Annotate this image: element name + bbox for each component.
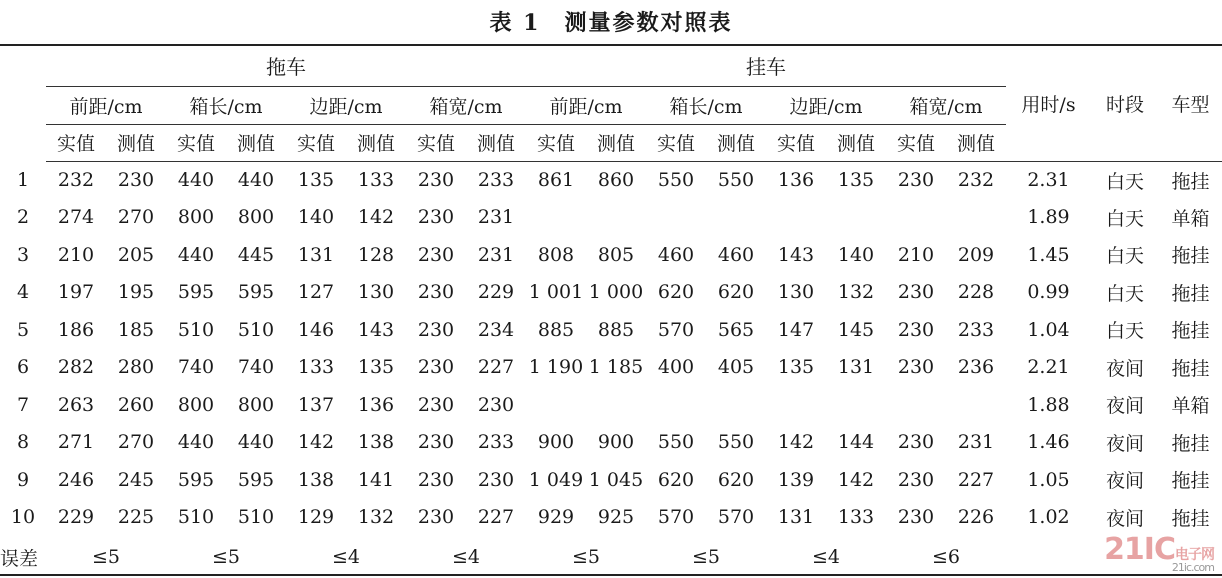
sub-header-measured: 测值 bbox=[226, 124, 286, 161]
trailer-cell bbox=[766, 199, 826, 237]
error-row bbox=[0, 536, 1222, 578]
trailer-cell: 130 bbox=[777, 281, 815, 304]
trailer-cell: 233 bbox=[957, 318, 995, 341]
error-value: ≤4 bbox=[811, 546, 840, 568]
trailer-cell: 1 000 bbox=[588, 281, 644, 304]
bottom-rule bbox=[0, 574, 1222, 576]
tractor-cell: 230 bbox=[417, 169, 455, 191]
trailer-cell: 885 bbox=[597, 318, 635, 341]
sub-header-actual: 实值 bbox=[646, 124, 706, 161]
tractor-cell: 271 bbox=[57, 431, 95, 454]
measurement-table bbox=[0, 46, 1222, 578]
trailer-cell: 808 bbox=[537, 243, 575, 266]
sub-header-actual: 实值 bbox=[46, 124, 106, 161]
trailer-cell: 550 bbox=[657, 169, 695, 191]
param-header-t-1: 箱长/cm bbox=[166, 86, 286, 124]
sub-header-actual: 实值 bbox=[286, 124, 346, 161]
table-row bbox=[0, 349, 1222, 387]
tractor-cell: 128 bbox=[357, 243, 395, 266]
tractor-cell: 230 bbox=[417, 206, 455, 229]
table-row bbox=[0, 311, 1222, 349]
trailer-cell: 226 bbox=[957, 506, 995, 529]
tractor-cell: 230 bbox=[417, 468, 455, 491]
tractor-cell: 234 bbox=[477, 318, 515, 341]
tractor-cell: 231 bbox=[477, 243, 515, 266]
tractor-cell: 146 bbox=[297, 318, 335, 341]
trailer-cell: 147 bbox=[777, 318, 815, 341]
trailer-cell bbox=[946, 199, 1006, 237]
tractor-cell: 510 bbox=[237, 506, 275, 529]
time-cell: 0.99 bbox=[1027, 281, 1070, 304]
param-header-r-1: 箱长/cm bbox=[646, 86, 766, 124]
trailer-cell bbox=[646, 199, 706, 237]
period-cell: 夜间 bbox=[1105, 432, 1144, 455]
type-cell: 拖挂 bbox=[1171, 320, 1210, 343]
trailer-cell: 230 bbox=[897, 506, 935, 529]
trailer-cell: 925 bbox=[597, 506, 635, 529]
trailer-cell: 230 bbox=[897, 281, 935, 304]
tractor-cell: 800 bbox=[177, 393, 215, 416]
period-cell: 白天 bbox=[1105, 207, 1144, 230]
trailer-cell: 142 bbox=[837, 468, 875, 491]
trailer-cell: 460 bbox=[657, 243, 695, 266]
trailer-cell: 620 bbox=[717, 281, 755, 304]
type-cell: 拖挂 bbox=[1171, 245, 1210, 268]
tractor-cell: 225 bbox=[117, 506, 155, 529]
error-value: ≤5 bbox=[91, 546, 120, 568]
sub-header-measured: 测值 bbox=[346, 124, 406, 161]
table-row bbox=[0, 386, 1222, 424]
sub-header-measured: 测值 bbox=[466, 124, 526, 161]
trailer-cell: 230 bbox=[897, 431, 935, 454]
type-cell: 拖挂 bbox=[1171, 170, 1210, 193]
trailer-cell: 136 bbox=[777, 169, 815, 191]
type-cell: 拖挂 bbox=[1171, 470, 1210, 493]
row-index: 4 bbox=[16, 281, 30, 304]
error-value: ≤5 bbox=[571, 546, 600, 568]
trailer-cell bbox=[886, 199, 946, 237]
trailer-cell: 230 bbox=[897, 468, 935, 491]
tractor-cell: 133 bbox=[357, 169, 395, 191]
trailer-cell bbox=[706, 386, 766, 424]
trailer-cell bbox=[586, 386, 646, 424]
row-index: 5 bbox=[16, 318, 30, 341]
trailer-cell: 231 bbox=[957, 431, 995, 454]
trailer-cell: 144 bbox=[837, 431, 875, 454]
trailer-cell: 900 bbox=[537, 431, 575, 454]
period-cell: 夜间 bbox=[1105, 395, 1144, 418]
tractor-cell: 230 bbox=[417, 243, 455, 266]
trailer-cell bbox=[526, 199, 586, 237]
sub-header-measured: 测值 bbox=[586, 124, 646, 161]
time-cell: 1.89 bbox=[1027, 206, 1070, 229]
trailer-cell: 131 bbox=[777, 506, 815, 529]
trailer-cell: 570 bbox=[717, 506, 755, 529]
trailer-cell: 132 bbox=[837, 281, 875, 304]
tractor-cell: 230 bbox=[117, 169, 155, 191]
trailer-cell: 620 bbox=[717, 468, 755, 491]
table-row bbox=[0, 161, 1222, 199]
row-index: 6 bbox=[16, 356, 30, 379]
tractor-cell: 270 bbox=[117, 431, 155, 454]
tractor-cell: 282 bbox=[57, 356, 95, 379]
tractor-cell: 232 bbox=[57, 169, 95, 191]
tractor-cell: 800 bbox=[237, 393, 275, 416]
param-header-t-3: 箱宽/cm bbox=[406, 86, 526, 124]
param-header-t-0: 前距/cm bbox=[46, 86, 166, 124]
time-cell: 1.05 bbox=[1027, 468, 1070, 491]
trailer-cell: 550 bbox=[657, 431, 695, 454]
tractor-cell: 229 bbox=[477, 281, 515, 304]
tractor-cell: 440 bbox=[177, 243, 215, 266]
table-row bbox=[0, 499, 1222, 537]
tractor-cell: 138 bbox=[297, 468, 335, 491]
tractor-cell: 595 bbox=[177, 468, 215, 491]
tractor-cell: 137 bbox=[297, 393, 335, 416]
sub-header-actual: 实值 bbox=[766, 124, 826, 161]
tractor-cell: 136 bbox=[357, 393, 395, 416]
sub-header-measured: 测值 bbox=[706, 124, 766, 161]
trailer-cell: 133 bbox=[837, 506, 875, 529]
tractor-cell: 130 bbox=[357, 281, 395, 304]
tractor-cell: 245 bbox=[117, 468, 155, 491]
sub-header-measured: 测值 bbox=[946, 124, 1006, 161]
trailer-cell: 400 bbox=[657, 356, 695, 379]
group-header-row bbox=[0, 46, 1222, 86]
trailer-cell: 550 bbox=[717, 169, 755, 191]
sub-header-measured: 测值 bbox=[106, 124, 166, 161]
trailer-cell bbox=[766, 386, 826, 424]
sub-header-actual: 实值 bbox=[406, 124, 466, 161]
row-index: 2 bbox=[16, 206, 30, 229]
tractor-cell: 186 bbox=[57, 318, 95, 341]
trailer-cell: 860 bbox=[597, 169, 635, 191]
param-header-r-0: 前距/cm bbox=[526, 86, 646, 124]
tractor-cell: 233 bbox=[477, 169, 515, 191]
type-cell: 单箱 bbox=[1171, 395, 1210, 418]
period-cell: 白天 bbox=[1105, 245, 1144, 268]
trailer-cell: 1 185 bbox=[588, 356, 644, 379]
trailer-cell bbox=[886, 386, 946, 424]
tractor-cell: 135 bbox=[357, 356, 395, 379]
tractor-cell: 142 bbox=[297, 431, 335, 454]
tractor-cell: 230 bbox=[477, 468, 515, 491]
watermark-logo: 21IC电子网 21ic.com bbox=[1104, 532, 1214, 574]
tractor-cell: 740 bbox=[177, 356, 215, 379]
trailer-cell: 1 049 bbox=[528, 468, 584, 491]
error-value: ≤6 bbox=[931, 546, 960, 568]
trailer-cell: 929 bbox=[537, 506, 575, 529]
trailer-cell: 1 045 bbox=[588, 468, 644, 491]
tractor-cell: 440 bbox=[237, 169, 275, 191]
tractor-cell: 445 bbox=[237, 243, 275, 266]
tractor-cell: 510 bbox=[177, 318, 215, 341]
time-cell: 1.04 bbox=[1027, 318, 1070, 341]
row-index: 8 bbox=[16, 431, 30, 454]
tractor-cell: 140 bbox=[297, 206, 335, 229]
trailer-cell: 228 bbox=[957, 281, 995, 304]
table-body bbox=[0, 46, 1222, 578]
error-label: 误差 bbox=[0, 547, 39, 570]
tractor-cell: 280 bbox=[117, 356, 155, 379]
group-tractor: 拖车 bbox=[46, 46, 526, 86]
tractor-cell: 131 bbox=[297, 243, 335, 266]
tractor-cell: 595 bbox=[237, 468, 275, 491]
trailer-cell: 620 bbox=[657, 281, 695, 304]
table-row bbox=[0, 424, 1222, 462]
group-trailer: 挂车 bbox=[526, 46, 1006, 86]
table-caption: 表 1 测量参数对照表 bbox=[489, 10, 733, 36]
row-index: 1 bbox=[16, 168, 30, 191]
trailer-cell: 236 bbox=[957, 356, 995, 379]
trailer-cell bbox=[526, 386, 586, 424]
tractor-cell: 233 bbox=[477, 431, 515, 454]
tractor-cell: 440 bbox=[177, 431, 215, 454]
row-index: 9 bbox=[16, 468, 30, 491]
period-cell: 夜间 bbox=[1105, 507, 1144, 530]
type-cell: 拖挂 bbox=[1171, 282, 1210, 305]
trailer-cell: 143 bbox=[777, 243, 815, 266]
error-value: ≤5 bbox=[691, 546, 720, 568]
trailer-cell: 565 bbox=[717, 318, 755, 341]
tractor-cell: 230 bbox=[417, 356, 455, 379]
tractor-cell: 205 bbox=[117, 243, 155, 266]
trailer-cell: 135 bbox=[777, 356, 815, 379]
tractor-cell: 210 bbox=[57, 243, 95, 266]
trailer-cell: 135 bbox=[837, 169, 875, 191]
tractor-cell: 595 bbox=[177, 281, 215, 304]
trailer-cell: 230 bbox=[897, 318, 935, 341]
tractor-cell: 133 bbox=[297, 356, 335, 379]
tractor-cell: 230 bbox=[417, 431, 455, 454]
period-cell: 夜间 bbox=[1105, 357, 1144, 380]
tractor-cell: 263 bbox=[57, 393, 95, 416]
tractor-cell: 510 bbox=[237, 318, 275, 341]
tractor-cell: 135 bbox=[297, 169, 335, 191]
trailer-cell: 210 bbox=[897, 243, 935, 266]
time-cell: 2.21 bbox=[1027, 356, 1070, 379]
tractor-cell: 195 bbox=[117, 281, 155, 304]
row-index: 10 bbox=[10, 506, 36, 529]
trailer-cell: 805 bbox=[597, 243, 635, 266]
sub-header-actual: 实值 bbox=[166, 124, 226, 161]
trailer-cell: 230 bbox=[897, 169, 935, 191]
trailer-cell: 861 bbox=[537, 169, 575, 191]
header-type: 车型 bbox=[1159, 46, 1222, 161]
error-value: ≤4 bbox=[331, 546, 360, 568]
tractor-cell: 230 bbox=[417, 281, 455, 304]
tractor-cell: 270 bbox=[117, 206, 155, 229]
table-row bbox=[0, 236, 1222, 274]
tractor-cell: 800 bbox=[237, 206, 275, 229]
tractor-cell: 595 bbox=[237, 281, 275, 304]
tractor-cell: 440 bbox=[177, 169, 215, 191]
tractor-cell: 143 bbox=[357, 318, 395, 341]
tractor-cell: 231 bbox=[477, 206, 515, 229]
trailer-cell bbox=[826, 386, 886, 424]
trailer-cell: 209 bbox=[957, 243, 995, 266]
period-cell: 夜间 bbox=[1105, 470, 1144, 493]
tractor-cell: 138 bbox=[357, 431, 395, 454]
trailer-cell bbox=[946, 386, 1006, 424]
header-period: 时段 bbox=[1091, 46, 1159, 161]
tractor-cell: 740 bbox=[237, 356, 275, 379]
trailer-cell: 1 190 bbox=[528, 356, 584, 379]
trailer-cell bbox=[826, 199, 886, 237]
row-index: 3 bbox=[16, 243, 30, 266]
period-cell: 白天 bbox=[1105, 320, 1144, 343]
period-cell: 白天 bbox=[1105, 170, 1144, 193]
sub-header-actual: 实值 bbox=[886, 124, 946, 161]
trailer-cell: 900 bbox=[597, 431, 635, 454]
sub-header-measured: 测值 bbox=[826, 124, 886, 161]
type-cell: 单箱 bbox=[1171, 207, 1210, 230]
trailer-cell: 405 bbox=[717, 356, 755, 379]
table-row bbox=[0, 199, 1222, 237]
tractor-cell: 260 bbox=[117, 393, 155, 416]
tractor-cell: 229 bbox=[57, 506, 95, 529]
time-cell: 1.88 bbox=[1027, 393, 1070, 416]
type-cell: 拖挂 bbox=[1171, 507, 1210, 530]
param-header-r-2: 边距/cm bbox=[766, 86, 886, 124]
trailer-cell: 227 bbox=[957, 468, 995, 491]
error-value: ≤4 bbox=[451, 546, 480, 568]
tractor-cell: 197 bbox=[57, 281, 95, 304]
time-cell: 1.45 bbox=[1027, 243, 1070, 266]
table-row bbox=[0, 274, 1222, 312]
trailer-cell bbox=[586, 199, 646, 237]
trailer-cell: 145 bbox=[837, 318, 875, 341]
tractor-cell: 230 bbox=[477, 393, 515, 416]
param-header-r-3: 箱宽/cm bbox=[886, 86, 1006, 124]
tractor-cell: 129 bbox=[297, 506, 335, 529]
trailer-cell bbox=[706, 199, 766, 237]
tractor-cell: 227 bbox=[477, 506, 515, 529]
tractor-cell: 246 bbox=[57, 468, 95, 491]
trailer-cell: 550 bbox=[717, 431, 755, 454]
tractor-cell: 132 bbox=[357, 506, 395, 529]
type-cell: 拖挂 bbox=[1171, 432, 1210, 455]
trailer-cell: 131 bbox=[837, 356, 875, 379]
tractor-cell: 185 bbox=[117, 318, 155, 341]
row-index: 7 bbox=[16, 393, 30, 416]
time-cell: 1.46 bbox=[1027, 431, 1070, 454]
tractor-cell: 274 bbox=[57, 206, 95, 229]
trailer-cell: 139 bbox=[777, 468, 815, 491]
tractor-cell: 440 bbox=[237, 431, 275, 454]
trailer-cell: 885 bbox=[537, 318, 575, 341]
tractor-cell: 800 bbox=[177, 206, 215, 229]
trailer-cell: 570 bbox=[657, 318, 695, 341]
trailer-cell bbox=[646, 386, 706, 424]
trailer-cell: 460 bbox=[717, 243, 755, 266]
tractor-cell: 230 bbox=[417, 506, 455, 529]
error-value: ≤5 bbox=[211, 546, 240, 568]
type-cell: 拖挂 bbox=[1171, 357, 1210, 380]
tractor-cell: 230 bbox=[417, 393, 455, 416]
tractor-cell: 141 bbox=[357, 468, 395, 491]
time-cell: 2.31 bbox=[1027, 169, 1070, 191]
tractor-cell: 227 bbox=[477, 356, 515, 379]
trailer-cell: 232 bbox=[957, 169, 995, 191]
tractor-cell: 142 bbox=[357, 206, 395, 229]
trailer-cell: 140 bbox=[837, 243, 875, 266]
trailer-cell: 1 001 bbox=[528, 281, 584, 304]
tractor-cell: 510 bbox=[177, 506, 215, 529]
trailer-cell: 230 bbox=[897, 356, 935, 379]
tractor-cell: 230 bbox=[417, 318, 455, 341]
tractor-cell: 127 bbox=[297, 281, 335, 304]
table-row bbox=[0, 461, 1222, 499]
period-cell: 白天 bbox=[1105, 282, 1144, 305]
trailer-cell: 142 bbox=[777, 431, 815, 454]
sub-header-actual: 实值 bbox=[526, 124, 586, 161]
trailer-cell: 620 bbox=[657, 468, 695, 491]
param-header-t-2: 边距/cm bbox=[286, 86, 406, 124]
trailer-cell: 570 bbox=[657, 506, 695, 529]
header-time: 用时/s bbox=[1006, 46, 1091, 161]
time-cell: 1.02 bbox=[1027, 506, 1070, 529]
